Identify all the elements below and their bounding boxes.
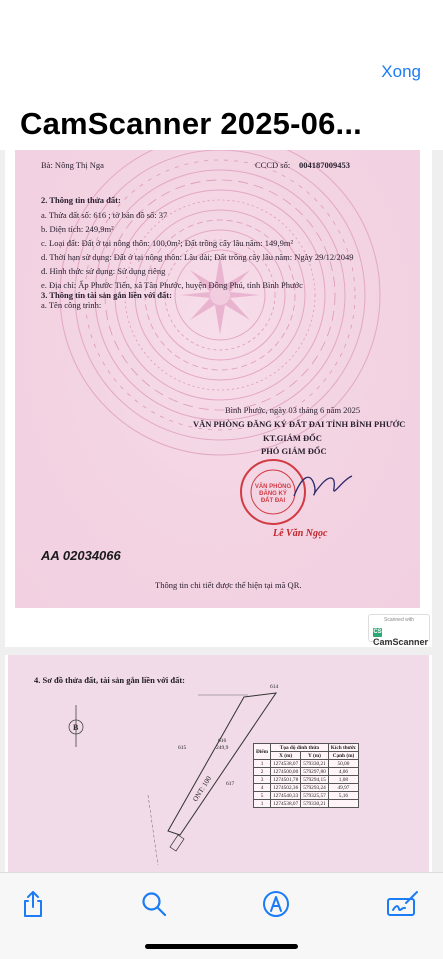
cell-x: 1274538,07 bbox=[271, 800, 301, 808]
search-icon[interactable] bbox=[139, 889, 169, 919]
land-type: c. Loại đất: Đất ở tại nông thôn: 100,0m²; Đất trồng cây lâu năm: 149,9m² bbox=[41, 238, 294, 248]
section-3-title: 3. Thông tin tài sản gắn liền với đất: bbox=[41, 290, 172, 300]
svg-text:B: B bbox=[73, 723, 79, 732]
table-row bbox=[254, 776, 359, 784]
certificate-serial: AA 02034066 bbox=[41, 548, 121, 563]
cell-x: 1274538,07 bbox=[271, 760, 301, 768]
neighbor-parcel-top: 614 bbox=[270, 684, 279, 690]
cell-point: 5 bbox=[254, 792, 271, 800]
usage-form: đ. Hình thức sử dụng: Sử dụng riêng bbox=[41, 266, 166, 276]
cell-y: 579330,21 bbox=[301, 760, 329, 768]
neighbor-parcel-right: 617 bbox=[226, 781, 235, 787]
done-button[interactable]: Xong bbox=[381, 62, 421, 81]
badge-caption: Scanned with bbox=[383, 617, 415, 623]
table-row bbox=[254, 800, 359, 808]
cell-y: 579293,24 bbox=[301, 784, 329, 792]
col-point: Điểm bbox=[254, 744, 271, 760]
cell-size: 50,00 bbox=[328, 760, 358, 768]
cell-size: 5,16 bbox=[328, 792, 358, 800]
col-size: Kích thước bbox=[328, 744, 358, 752]
parcel-number: a. Thửa đất số: 616 ; tờ bản đồ số: 37 bbox=[41, 210, 168, 220]
deputy-director: PHÓ GIÁM ĐỐC bbox=[261, 446, 327, 456]
document-title: CamScanner 2025-06... bbox=[20, 106, 362, 141]
cccd-label: CCCD số: bbox=[255, 160, 291, 170]
parcel-diagram-heading: 4. Sơ đồ thửa đất, tài sản gắn liền với đất: bbox=[34, 675, 186, 685]
markup-icon[interactable] bbox=[261, 889, 291, 919]
badge-brand-text: CamScanner bbox=[373, 637, 429, 648]
parcel-address: e. Địa chỉ: Ấp Phước Tiến, xã Tân Phước, huyện Đồng Phú, tỉnh Bình Phước bbox=[41, 280, 303, 290]
svg-text:VĂN PHÒNG: VĂN PHÒNG bbox=[254, 484, 292, 490]
col-x: X (m) bbox=[271, 752, 301, 760]
parcel-number-label: 616 bbox=[218, 738, 227, 744]
owner-line: Bà: Nông Thị Nga bbox=[41, 160, 104, 170]
building-name: a. Tên công trình: bbox=[41, 300, 102, 310]
cell-size: 4,06 bbox=[328, 768, 358, 776]
document-scroll-area[interactable] bbox=[0, 150, 443, 872]
signer-name: Lê Văn Ngọc bbox=[273, 528, 328, 539]
cell-point: 3 bbox=[254, 776, 271, 784]
document-page-1 bbox=[5, 150, 432, 647]
coordinate-table bbox=[253, 743, 359, 808]
certificate-page-2 bbox=[8, 655, 429, 872]
parcel-area: b. Diện tích: 249,9m² bbox=[41, 224, 114, 234]
cell-y: 579325,57 bbox=[301, 792, 329, 800]
cell-y: 579297,80 bbox=[301, 768, 329, 776]
table-row bbox=[254, 760, 359, 768]
table-row bbox=[254, 768, 359, 776]
cell-size bbox=[328, 800, 358, 808]
document-page-2 bbox=[5, 655, 432, 872]
viewer-header bbox=[0, 0, 443, 150]
camscanner-badge bbox=[368, 614, 430, 648]
table-row bbox=[254, 792, 359, 800]
share-icon[interactable] bbox=[18, 889, 48, 919]
handwritten-signature bbox=[290, 466, 360, 506]
cell-point: 2 bbox=[254, 768, 271, 776]
table-row bbox=[254, 784, 359, 792]
cell-x: 1274500,00 bbox=[271, 768, 301, 776]
camscanner-logo-icon: CS bbox=[373, 629, 382, 636]
cell-x: 1274501,78 bbox=[271, 776, 301, 784]
parcel-diagram bbox=[8, 655, 429, 872]
home-indicator bbox=[145, 944, 298, 949]
zone-label: ONT: 100 bbox=[191, 774, 213, 804]
cell-point: 4 bbox=[254, 784, 271, 792]
cell-x: 1274540,33 bbox=[271, 792, 301, 800]
cell-point: 1 bbox=[254, 760, 271, 768]
issue-date: Bình Phước, ngày 03 tháng 6 năm 2025 bbox=[225, 405, 361, 415]
cell-size: 1,08 bbox=[328, 776, 358, 784]
cell-y: 579330,21 bbox=[301, 800, 329, 808]
cell-y: 579294,15 bbox=[301, 776, 329, 784]
col-size-sub: Cạnh (m) bbox=[328, 752, 358, 760]
badge-brand bbox=[373, 627, 429, 647]
table-title: Tọa độ đỉnh thửa bbox=[271, 744, 329, 752]
neighbor-parcel-left: 615 bbox=[178, 745, 187, 751]
svg-text:ĐĂNG KÝ: ĐĂNG KÝ bbox=[259, 491, 287, 497]
parcel-area-label: 249,9 bbox=[216, 745, 229, 751]
cell-x: 1274502,36 bbox=[271, 784, 301, 792]
qr-note: Thông tin chi tiết được thể hiện tại mã QR. bbox=[155, 580, 302, 590]
issuing-office: VĂN PHÒNG ĐĂNG KÝ ĐẤT ĐAI TỈNH BÌNH PHƯỚC bbox=[193, 419, 406, 429]
svg-text:ĐẤT ĐAI: ĐẤT ĐAI bbox=[260, 498, 286, 504]
cccd-number: 004187009453 bbox=[299, 160, 350, 170]
signature-icon[interactable] bbox=[386, 889, 420, 919]
col-y: Y (m) bbox=[301, 752, 329, 760]
cell-size: 49,97 bbox=[328, 784, 358, 792]
usage-term: d. Thời hạn sử dụng: Đất ở tại nông thôn: Lâu dài; Đất trồng cây lâu năm: Ngày 29/12/2049 bbox=[41, 252, 354, 262]
cell-point: 1 bbox=[254, 800, 271, 808]
section-2-title: 2. Thông tin thửa đất: bbox=[41, 195, 121, 205]
certificate-page-1 bbox=[15, 150, 420, 608]
kt-director: KT.GIÁM ĐỐC bbox=[263, 433, 322, 443]
